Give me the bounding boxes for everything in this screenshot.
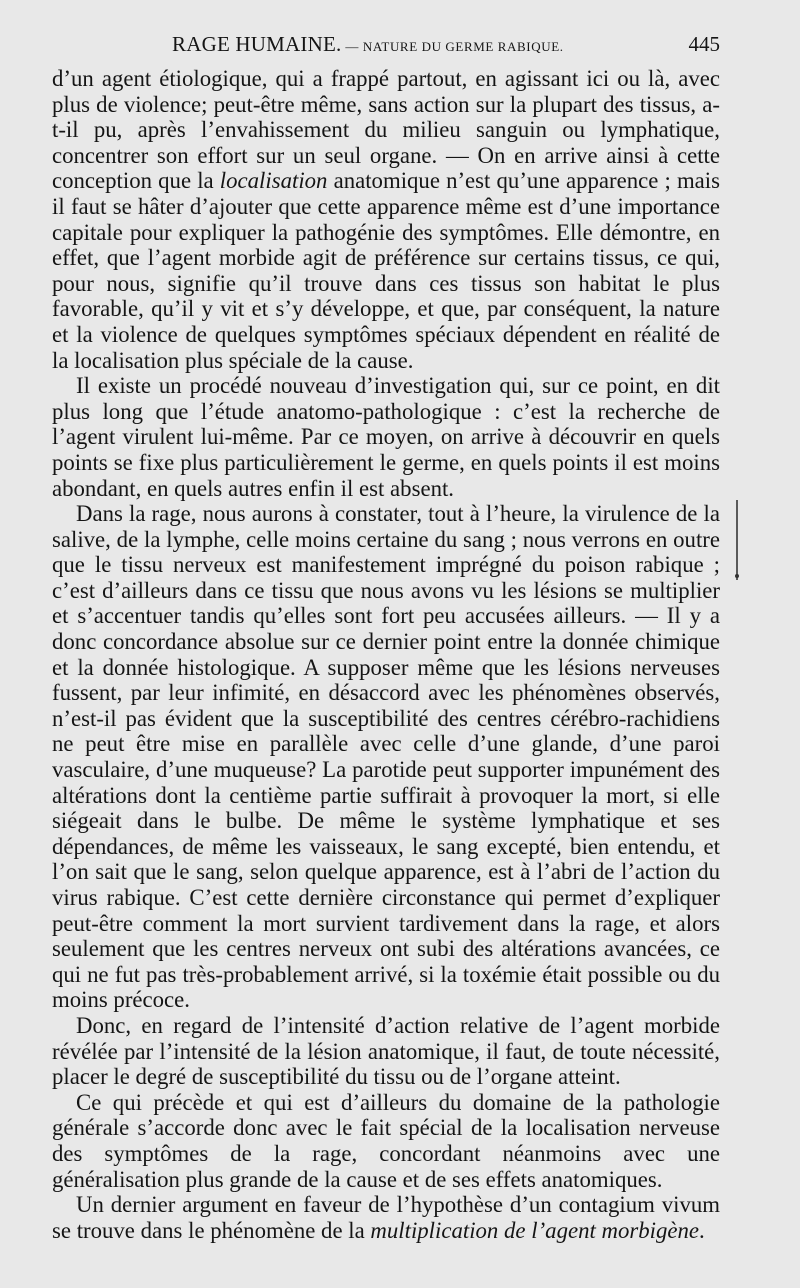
paragraph-6-italic-multiplication: multiplication de l’agent morbigène	[370, 1217, 700, 1243]
running-header	[52, 32, 720, 62]
paragraph-1-segment-1: d’un agent étiologique, qui a frappé partout, en agissant ici ou là, avec plus de violence; peut-être même, sans action sur la plupart des tissus, a-t-il pu, après l’envahissement du milieu sanguin ou lymphatique, concentrer son effort sur un seul organe. — On en arrive ainsi à cette conception que la	[52, 66, 720, 194]
paragraph-5-text: Ce qui précède et qui est d’ailleurs du domaine de la pathologie générale s’accorde donc avec le fait spécial de la localisation nerveuse des symptômes de la rage, concordant néanmoins avec une généralisation plus grande de la cause et de ses effets anatomiques.	[52, 1089, 720, 1192]
header-title: RAGE HUMAINE.	[172, 32, 342, 56]
body-text	[52, 66, 720, 1243]
margin-dot	[735, 574, 739, 578]
paragraph-1	[52, 66, 720, 373]
paragraph-4-text: Donc, en regard de l’intensité d’action relative de l’agent morbide révélée par l’intensité de la lésion anatomique, il faut, de toute nécessité, placer le degré de susceptibilité du tissu ou de l’organe atteint.	[52, 1012, 720, 1090]
paragraph-5	[52, 1090, 720, 1192]
paragraph-1-italic-localisation: localisation	[219, 168, 328, 194]
paragraph-3	[52, 501, 720, 1013]
paragraph-6	[52, 1192, 720, 1243]
paragraph-1-segment-3: anatomique n’est qu’une apparence ; mais il faut se hâter d’ajouter que cette apparence même est d’une importance capitale pour expliquer la pathogénie des symptômes. Elle démontre, en effet, que l’agent morbide agit de préférence sur certains tissus, ce qui, pour nous, signifie qu’il trouve dans ces tissus son habitat le plus favorable, qu’il y vit et s’y développe, et que, par conséquent, la nature et la violence de quelques symptômes spéciaux dépendent en réalité de la localisation plus spéciale de la cause.	[52, 168, 720, 373]
page-number: 445	[688, 32, 720, 56]
paragraph-3-text: Dans la rage, nous aurons à constater, tout à l’heure, la virulence de la salive, de la lymphe, celle moins certaine du sang ; nous verrons en outre que le tissu nerveux est manifestement imprégné du poison rabique ; c’est d’ailleurs dans ce tissu que nous avons vu les lésions se multiplier et s’accentuer tandis qu’elles sont fort peu accusées ailleurs. — Il y a donc concordance absolue sur ce dernier point entre la donnée chimique et la donnée histologique. A supposer même que les lésions nerveuses fussent, par leur infimité, en désaccord avec les phénomènes observés, n’est-il pas évident que la susceptibilité des centres cérébro-rachidiens ne peut être mise en parallèle avec celle d’une glande, d’une paroi vasculaire, d’une muqueuse? La parotide peut supporter impunément des altérations dont la centième partie suffirait à provoquer la mort, si elle siégeait dans le bulbe. De même le système lymphatique et ses dépendances, de même les vaisseaux, le sang excepté, bien entendu, et l’on sait que le sang, selon quelque apparence, est à l’abri de l’action du virus rabique. C’est cette dernière circonstance qui permet d’expliquer peut-être comment la mort survient tardivement dans la rage, et alors seulement que les centres nerveux ont subi des altérations avancées, ce qui ne fut pas très-probablement arrivé, si la toxémie était possible ou du moins précoce.	[52, 501, 720, 1013]
paragraph-4	[52, 1013, 720, 1090]
margin-mark	[736, 500, 738, 580]
paragraph-2-text: Il existe un procédé nouveau d’investigation qui, sur ce point, en dit plus long que l’étude anatomo-pathologique : c’est la recherche de l’agent virulent lui-même. Par ce moyen, on arrive à découvrir en quels points se fixe plus particulièrement le germe, en quels points il est moins abondant, en quels autres enfin il est absent.	[52, 373, 720, 501]
paragraph-2	[52, 373, 720, 501]
paragraph-6-segment-3: .	[699, 1217, 705, 1243]
header-subtitle: — NATURE DU GERME RABIQUE.	[345, 39, 564, 54]
paragraph-6-segment-1: Un dernier argument en faveur de l’hypothèse d’un contagium vivum se trouve dans le phénomène de la	[52, 1192, 720, 1243]
header-title-group	[52, 32, 564, 57]
